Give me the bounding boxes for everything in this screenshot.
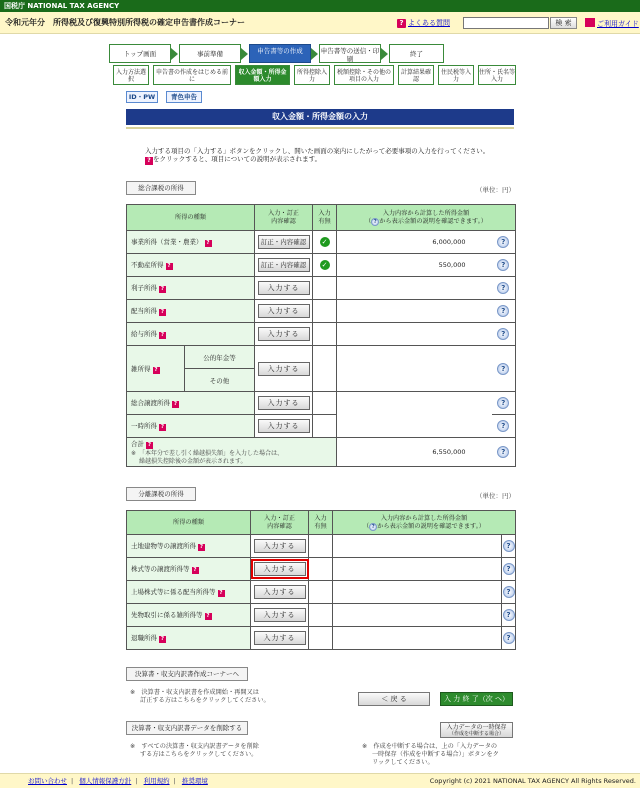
delete-data-button[interactable]: 決算書・収支内訳書データを削除する <box>126 721 248 735</box>
question-icon[interactable]: ? <box>173 401 178 407</box>
input-button-stock-transfer[interactable]: 入力する <box>254 562 306 576</box>
general-income-table <box>126 204 516 467</box>
substep-resident-tax: 住民税等入力 <box>438 65 474 85</box>
help-icon: ? <box>369 523 377 531</box>
faq-link[interactable]: ? よくある質問 <box>397 18 450 28</box>
search-input[interactable] <box>463 17 549 29</box>
check-icon: ✓ <box>320 237 330 247</box>
col-amount: 入力内容から計算した所得金額 （ ? から表示金額の説明を確認できます。） <box>333 511 516 535</box>
footer: お問い合わせ | 個人情報保護方針 | 利用規約 | 推奨環境 Copyright (c) 2021 NATIONAL TAX AGENCY All Rights Reserved. <box>0 773 640 788</box>
section-divider <box>126 127 514 129</box>
step-create: 申告書等の作成 <box>249 44 311 63</box>
help-icon[interactable]: ? <box>503 540 515 552</box>
step-send-print: 申告書等の送信・印刷 <box>319 44 381 63</box>
step-prep: 事前準備 <box>179 44 241 63</box>
substep-deduction-input: 所得控除入力 <box>294 65 330 85</box>
table-row: 一時所得 ? 入力する ? <box>127 415 516 438</box>
edit-confirm-button[interactable]: 訂正・内容確認 <box>258 258 310 272</box>
question-icon[interactable]: ? <box>160 286 165 292</box>
question-icon[interactable]: ? <box>193 567 197 573</box>
substep-address-name: 住所・氏名等入力 <box>478 65 516 85</box>
table-row: 土地建物等の譲渡所得 ? 入力する ? <box>127 535 516 558</box>
help-icon[interactable]: ? <box>497 282 509 294</box>
table-row: 利子所得 ? 入力する ? <box>127 277 516 300</box>
section-title: 収入金額・所得金額の入力 <box>126 109 514 125</box>
help-icon[interactable]: ? <box>497 236 509 248</box>
closing-note: ※ 決算書・収支内訳書を作成開始・再開又は 訂正する方はこちらをクリックしてください。 <box>130 689 270 704</box>
help-icon[interactable]: ? <box>503 609 515 621</box>
question-icon[interactable]: ? <box>160 332 165 338</box>
search-button[interactable]: 検 索 <box>550 17 577 29</box>
intro-text: 入力する項目の「入力する」ボタンをクリックし、開いた画面の案内にしたがって必要事項の入力を行ってください。 ? をクリックすると、項目についての説明が表示されます。 <box>145 147 490 164</box>
substep-tax-credit-input: 税額控除・その他の項目の入力 <box>334 65 394 85</box>
table-row: 給与所得 ? 入力する ? <box>127 323 516 346</box>
total-row: 合計 ? ※ 「本年分で差し引く繰越損失額」を入力した場合は、 繰越損失控除後の金額が表示されます。 6,550,000 ? <box>127 438 516 467</box>
question-icon: ? <box>397 19 406 28</box>
table-row: 退職所得 ? 入力する ? <box>127 627 516 650</box>
blue-return-tag: 青色申告 <box>166 91 202 103</box>
question-icon: ? <box>145 157 153 165</box>
input-button[interactable]: 入力する <box>258 327 310 341</box>
help-icon[interactable]: ? <box>497 397 509 409</box>
question-icon[interactable]: ? <box>160 636 165 642</box>
table-row: 不動産所得 ? 訂正・内容確認 ✓ 550,000 ? <box>127 254 516 277</box>
table-row: 総合譲渡所得 ? 入力する ? <box>127 392 516 415</box>
copyright: Copyright (c) 2021 NATIONAL TAX AGENCY All Rights Reserved. <box>429 777 636 785</box>
save-draft-button[interactable]: 入力データの一時保存 （作成を中断する場合） <box>440 722 513 738</box>
col-kind: 所得の種類 <box>127 511 251 535</box>
question-icon[interactable]: ? <box>199 544 204 550</box>
check-icon: ✓ <box>320 260 330 270</box>
table-row: 配当所得 ? 入力する ? <box>127 300 516 323</box>
col-amount: 入力内容から計算した所得金額 （ ? から表示金額の説明を確認できます。） <box>337 205 516 231</box>
unit-label: （単位：円） <box>476 186 515 194</box>
page-title: 令和元年分 所得税及び復興特別所得税の確定申告書作成コーナー <box>5 18 245 27</box>
substep-income-input: 収入金額・所得金額入力 <box>235 65 290 85</box>
col-status: 入力 有無 <box>309 511 333 535</box>
step-end: 終了 <box>389 44 444 63</box>
question-icon[interactable]: ? <box>160 424 165 430</box>
question-icon[interactable]: ? <box>147 441 152 448</box>
question-icon[interactable]: ? <box>160 309 165 315</box>
table-row: 上場株式等に係る配当所得等 ? 入力する ? <box>127 581 516 604</box>
back-button[interactable]: ＜ 戻 る <box>358 692 430 706</box>
delete-note: ※ すべての決算書・収支内訳書データを削除 する方はこちらをクリックしてください。 <box>130 743 259 758</box>
guide-link[interactable]: ご利用ガイド <box>585 18 639 29</box>
input-button[interactable]: 入力する <box>254 585 306 599</box>
finish-input-button[interactable]: 入 力 終 了（次 へ）＞ <box>440 692 513 706</box>
question-icon[interactable]: ? <box>167 263 171 269</box>
book-icon <box>585 18 595 27</box>
separate-income-group-label: 分離課税の所得 <box>126 487 196 501</box>
table-row: 雑所得 ? 公的年金等 入力する ? <box>127 346 516 369</box>
help-icon[interactable]: ? <box>497 328 509 340</box>
input-button[interactable]: 入力する <box>258 304 310 318</box>
footer-link-environment[interactable]: 推奨環境 <box>181 777 208 785</box>
general-income-group-label: 総合課税の所得 <box>126 181 196 195</box>
question-icon[interactable]: ? <box>154 366 158 373</box>
col-status: 入力 有無 <box>313 205 337 231</box>
help-icon[interactable]: ? <box>503 563 515 575</box>
question-icon[interactable]: ? <box>206 240 210 246</box>
help-icon[interactable]: ? <box>503 586 515 598</box>
help-icon[interactable]: ? <box>497 420 509 432</box>
input-button[interactable]: 入力する <box>254 539 306 553</box>
footer-link-privacy[interactable]: 個人情報保護方針 <box>79 777 132 785</box>
question-icon[interactable]: ? <box>206 613 210 619</box>
input-button[interactable]: 入力する <box>258 362 310 376</box>
table-row: 先物取引に係る雑所得等 ? 入力する ? <box>127 604 516 627</box>
help-icon[interactable]: ? <box>497 363 509 375</box>
input-button[interactable]: 入力する <box>258 396 310 410</box>
help-icon[interactable]: ? <box>503 632 515 644</box>
col-kind: 所得の種類 <box>127 205 255 231</box>
help-icon[interactable]: ? <box>497 446 509 458</box>
id-pw-tag: ID・PW <box>126 91 158 103</box>
table-row: 株式等の譲渡所得等 ? 入力する ? <box>127 558 516 581</box>
closing-corner-button[interactable]: 決算書・収支内訳書作成コーナーへ <box>126 667 248 681</box>
separate-income-table <box>126 510 516 650</box>
col-entry: 入力・訂正 内容確認 <box>251 511 309 535</box>
question-icon[interactable]: ? <box>219 590 223 596</box>
table-row: その他 <box>127 369 516 392</box>
help-icon[interactable]: ? <box>497 305 509 317</box>
header <box>0 12 640 34</box>
table-row: 事業所得（営業・農業） ? 訂正・内容確認 ✓ 6,000,000 ? <box>127 231 516 254</box>
col-entry: 入力・訂正 内容確認 <box>255 205 313 231</box>
help-icon[interactable]: ? <box>497 259 509 271</box>
input-button[interactable]: 入力する <box>254 631 306 645</box>
footer-link-terms[interactable]: 利用規約 <box>143 777 170 785</box>
step-top: トップ画面 <box>109 44 171 63</box>
substep-before-start: 申告書の作成をはじめる前に <box>153 65 231 85</box>
input-button[interactable]: 入力する <box>258 281 310 295</box>
unit-label: （単位：円） <box>476 492 515 500</box>
edit-confirm-button[interactable]: 訂正・内容確認 <box>258 235 310 249</box>
total-amount: 6,550,000 <box>337 438 492 467</box>
input-button[interactable]: 入力する <box>258 419 310 433</box>
substep-result-confirm: 計算結果確認 <box>398 65 434 85</box>
brand-bar: 国税庁 NATIONAL TAX AGENCY <box>0 0 640 12</box>
save-note: ※ 作成を中断する場合は、上の「入力データの 一時保存（作成を中断する場合）」ボタンをク リックしてください。 <box>362 743 499 766</box>
input-button[interactable]: 入力する <box>254 608 306 622</box>
help-icon: ? <box>371 218 379 226</box>
footer-link-contact[interactable]: お問い合わせ <box>28 777 67 785</box>
substep-input-method: 入力方法選択 <box>113 65 149 85</box>
